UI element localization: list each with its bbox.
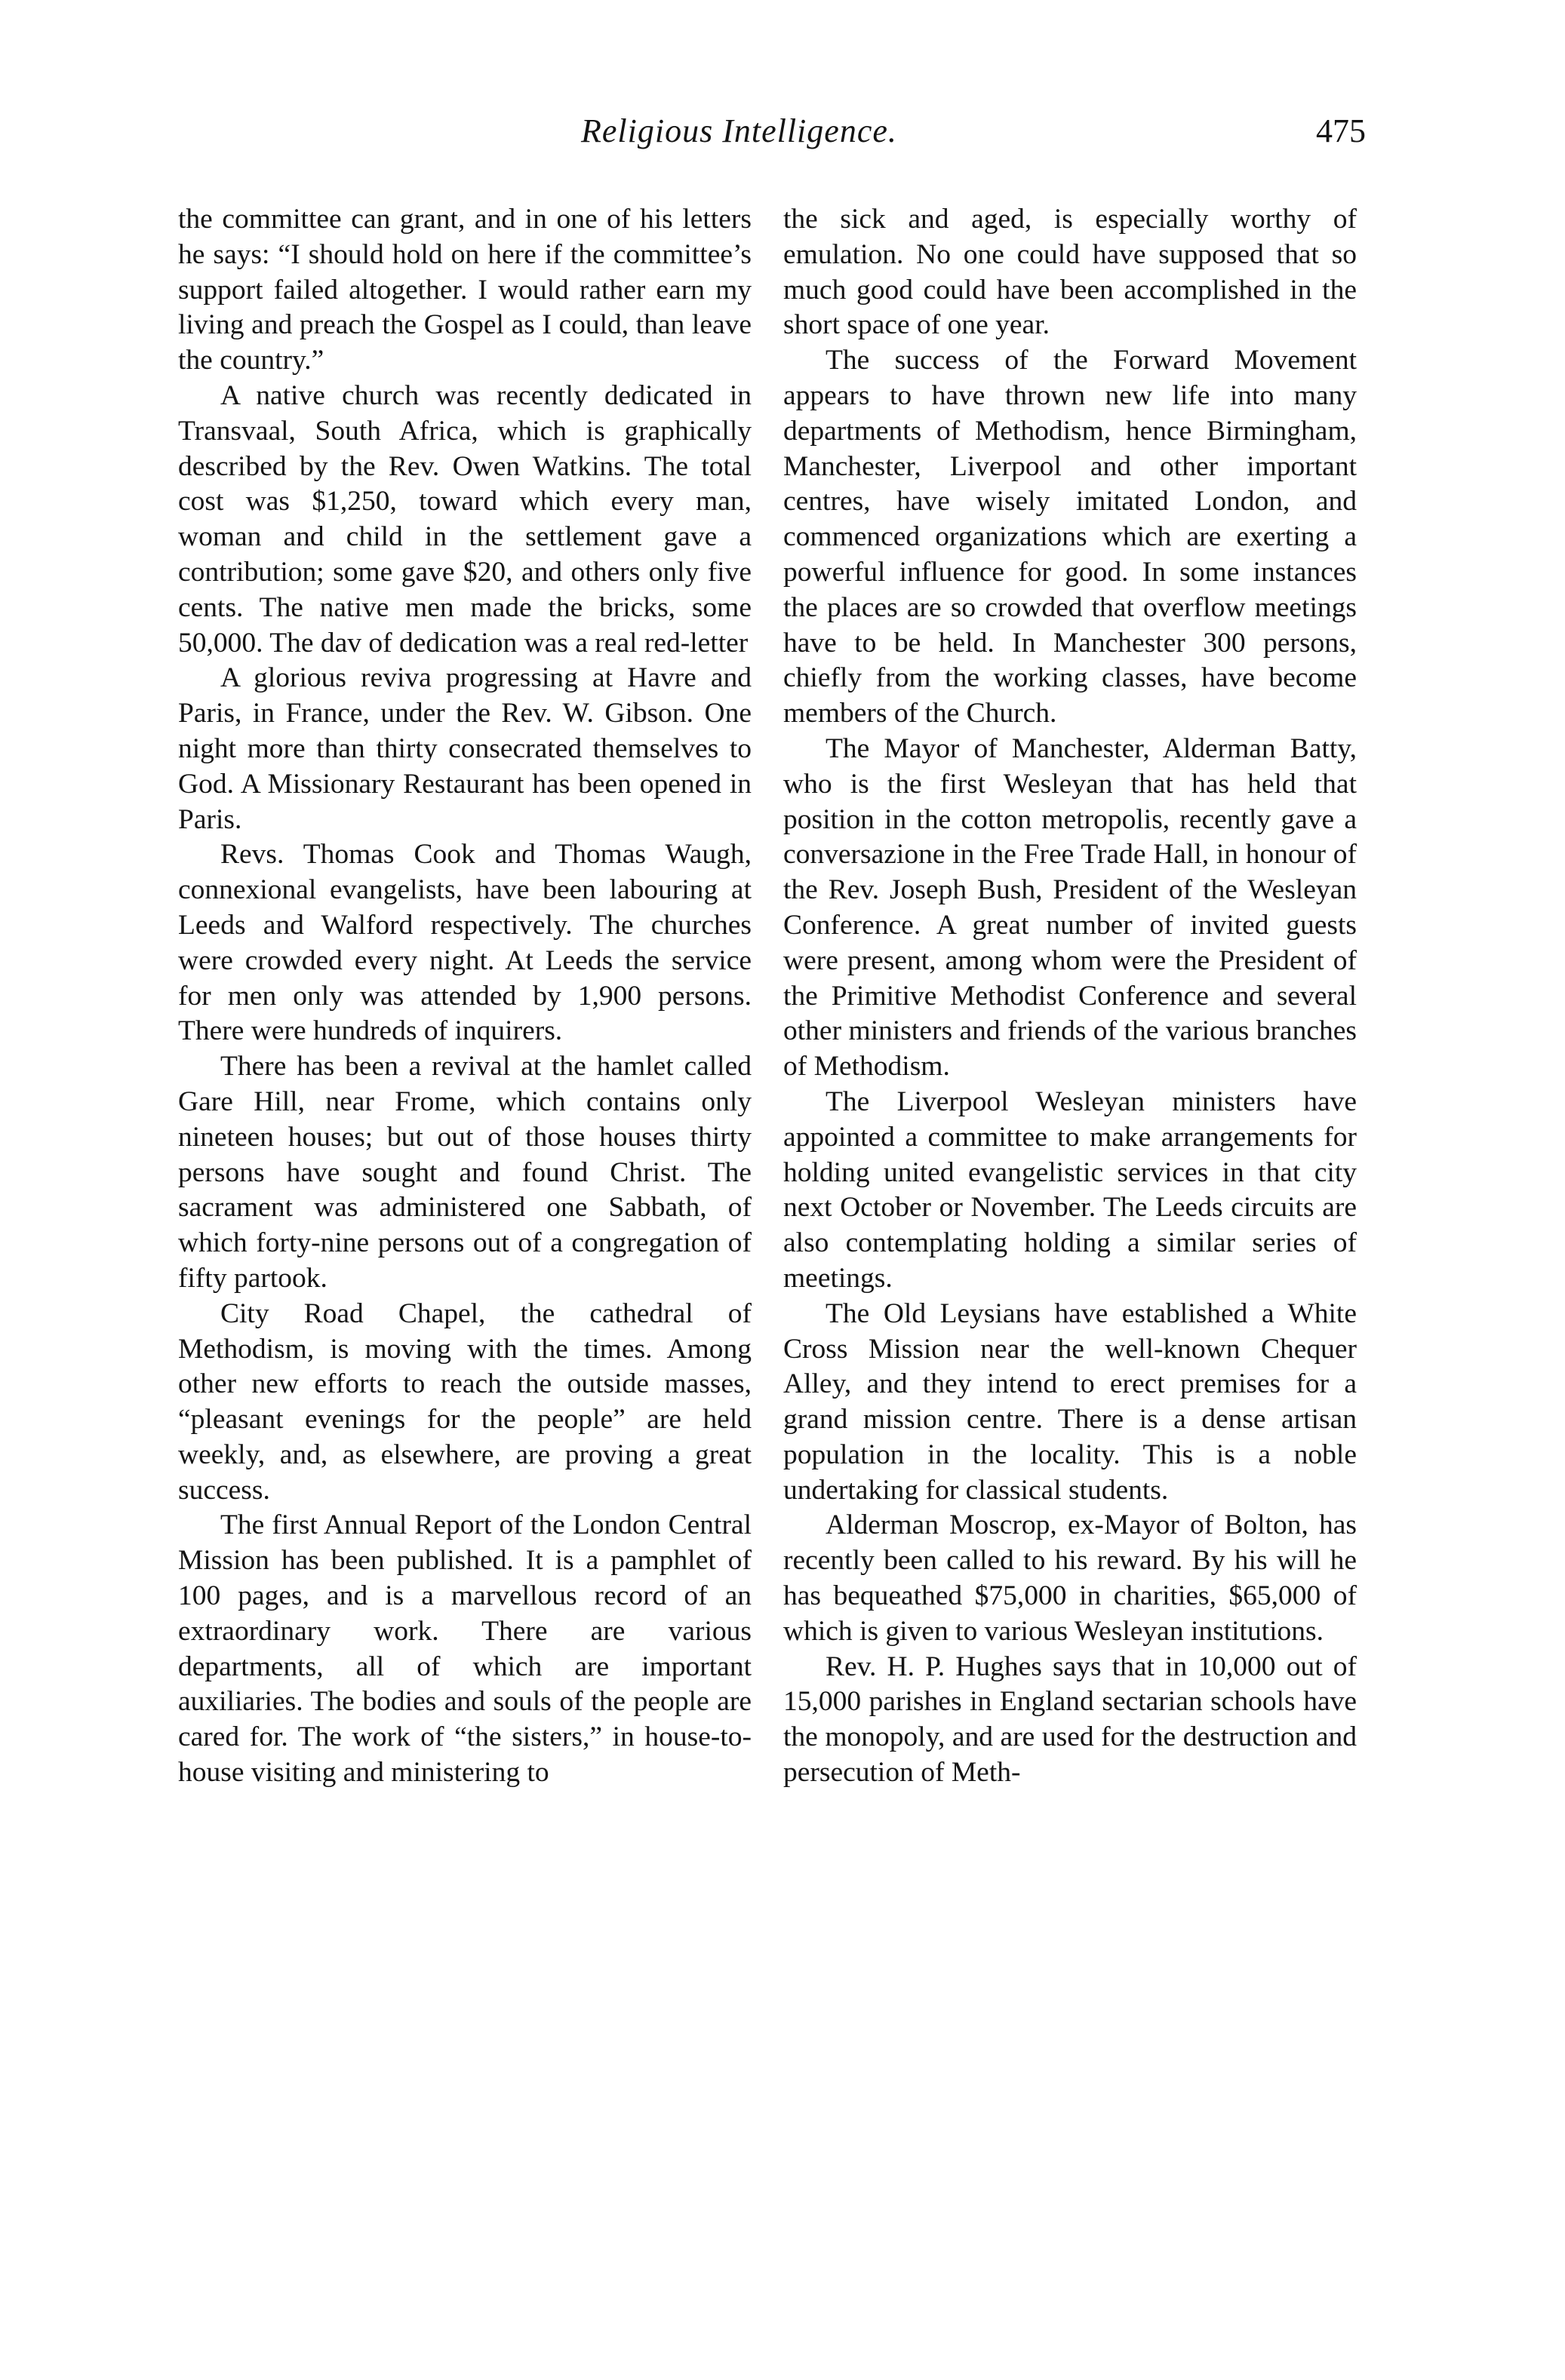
paragraph: A glorious reviva progressing at Havre and Paris, in France, under the Rev. W. Gibson. One night more than thirty consecrated themselves to God. A Missionary Restaurant has been opened in Paris. — [178, 662, 752, 835]
page-number: 475 — [1316, 112, 1366, 149]
paragraph: The Liverpool Wesleyan ministers have appointed a committee to make arrangements for holding united evangelistic services in that city next October or November. The Leeds circuits are also contemplating holding a similar series of meetings. — [783, 1086, 1357, 1294]
running-head: Religious Intelligence. — [581, 112, 897, 149]
paragraph: The Mayor of Manchester, Alderman Batty, who is the first Wesleyan that has held that position in the cotton metropolis, recently gave a conversazione in the Free Trade Hall, in honour of the Rev. Joseph Bush, President of the Wesleyan Conference. A great number of invited guests were present, among whom were the President of the Primitive Methodist Conference and several other ministers and friends of the various branches of Methodism. — [783, 732, 1357, 1083]
paragraph: the sick and aged, is especially worthy of emulation. No one could have supposed that so much good could have been accomplished in the short space of one year. — [783, 204, 1357, 341]
right-column — [783, 202, 1357, 1791]
left-column — [178, 202, 752, 1791]
paragraph: A native church was recently dedicated in Transvaal, South Africa, which is graphically described by the Rev. Owen Watkins. The total cost was $1,250, toward which every man, woman and child in the settlement gave a contribution; some gave $20, and others only five cents. The native men made the bricks, some 50,000. The dav of dedication was a real red-letter — [178, 379, 752, 659]
paragraph: There has been a revival at the hamlet called Gare Hill, near Frome, which contains only nineteen houses; but out of those houses thirty persons have sought and found Christ. The sacrament was administered one Sabbath, of which forty-nine persons out of a congregation of fifty partook. — [178, 1051, 752, 1294]
paragraph: The first Annual Report of the London Central Mission has been published. It is a pamphlet of 100 pages, and is a marvellous record of an extraordinary work. There are various departments, all of which are important auxiliaries. The bodies and souls of the people are cared for. The work of “the sisters,” in house-to-house visiting and ministering to — [178, 1509, 752, 1789]
paragraph: The Old Leysians have established a White Cross Mission near the well-known Chequer Alley, and they intend to erect premises for a grand mission centre. There is a dense artisan population in the locality. This is a noble undertaking for classical students. — [783, 1297, 1357, 1506]
paragraph: the committee can grant, and in one of his letters he says: “I should hold on here if the committee’s support failed altogether. I would rather earn my living and preach the Gospel as I could, than leave the country.” — [178, 204, 752, 376]
paragraph: Revs. Thomas Cook and Thomas Waugh, connexional evangelists, have been labouring at Leeds and Walford respectively. The churches were crowded every night. At Leeds the service for men only was attended by 1,900 persons. There were hundreds of inquirers. — [178, 839, 752, 1047]
page-header — [174, 112, 1366, 157]
paragraph: City Road Chapel, the cathedral of Methodism, is moving with the times. Among other new efforts to reach the outside masses, “pleasant evenings for the people” are held weekly, and, as elsewhere, are proving a great success. — [178, 1297, 752, 1506]
paragraph: Alderman Moscrop, ex-Mayor of Bolton, has recently been called to his reward. By his will he has bequeathed $75,000 in charities, $65,000 of which is given to various Wesleyan institutions. — [783, 1509, 1357, 1647]
paragraph: Rev. H. P. Hughes says that in 10,000 out of 15,000 parishes in England sectarian schools have the monopoly, and are used for the destruction and persecution of Meth- — [783, 1651, 1357, 1789]
paragraph: The success of the Forward Movement appears to have thrown new life into many departments of Methodism, hence Birmingham, Manchester, Liverpool and other important centres, have wisely imitated London, and commenced organizations which are exerting a powerful influence for good. In some instances the places are so crowded that overflow meetings have to be held. In Manchester 300 persons, chiefly from the working classes, have become members of the Church. — [783, 345, 1357, 729]
